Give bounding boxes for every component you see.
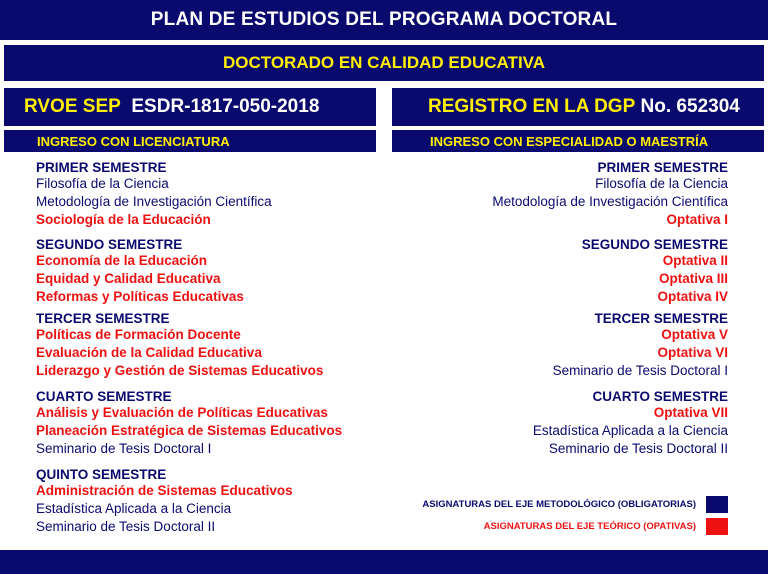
semester-title: PRIMER SEMESTRE bbox=[36, 160, 167, 175]
course-item: Optativa VI bbox=[657, 345, 728, 360]
bottom-bar bbox=[0, 550, 768, 574]
left-semester-block bbox=[36, 311, 323, 380]
course-item: Evaluación de la Calidad Educativa bbox=[36, 345, 262, 360]
course-item: Análisis y Evaluación de Políticas Educativas bbox=[36, 405, 328, 420]
left-semester-block bbox=[36, 160, 272, 229]
right-track-heading bbox=[392, 130, 764, 152]
page-title: PLAN DE ESTUDIOS DEL PROGRAMA DOCTORAL bbox=[150, 9, 618, 30]
semester-title: CUARTO SEMESTRE bbox=[592, 389, 728, 404]
course-item: Políticas de Formación Docente bbox=[36, 327, 241, 342]
course-item: Liderazgo y Gestión de Sistemas Educativos bbox=[36, 363, 324, 378]
rvoe-value: ESDR-1817-050-2018 bbox=[131, 96, 320, 117]
rvoe-banner bbox=[4, 88, 376, 126]
course-item: Optativa IV bbox=[657, 289, 728, 304]
course-item: Optativa II bbox=[662, 253, 728, 268]
course-item: Administración de Sistemas Educativos bbox=[36, 483, 293, 498]
right-semester-block bbox=[582, 237, 728, 306]
course-item: Metodología de Investigación Científica bbox=[492, 194, 728, 209]
semester-title: TERCER SEMESTRE bbox=[594, 311, 728, 326]
semester-title: SEGUNDO SEMESTRE bbox=[36, 237, 183, 252]
course-item: Seminario de Tesis Doctoral I bbox=[36, 441, 212, 456]
semester-title: TERCER SEMESTRE bbox=[36, 311, 170, 326]
course-item: Economía de la Educación bbox=[36, 253, 208, 268]
course-item: Reformas y Políticas Educativas bbox=[36, 289, 244, 304]
course-item: Sociología de la Educación bbox=[36, 212, 211, 227]
semester-title: QUINTO SEMESTRE bbox=[36, 467, 167, 482]
course-item: Metodología de Investigación Científica bbox=[36, 194, 272, 209]
rvoe-label: RVOE SEP bbox=[24, 96, 121, 117]
right-semester-block bbox=[533, 389, 728, 458]
course-item: Optativa I bbox=[666, 212, 728, 227]
course-item: Optativa VII bbox=[653, 405, 728, 420]
course-item: Optativa V bbox=[661, 327, 728, 342]
course-item: Estadística Aplicada a la Ciencia bbox=[36, 501, 232, 516]
course-item: Seminario de Tesis Doctoral I bbox=[552, 363, 728, 378]
legend-label: ASIGNATURAS DEL EJE METODOLÓGICO (OBLIGATORIAS) bbox=[422, 499, 696, 510]
course-item: Equidad y Calidad Educativa bbox=[36, 271, 221, 286]
right-track-label: INGRESO CON ESPECIALIDAD O MAESTRÍA bbox=[430, 133, 709, 149]
semester-title: PRIMER SEMESTRE bbox=[597, 160, 728, 175]
course-item: Filosofía de la Ciencia bbox=[595, 176, 728, 191]
left-semester-block bbox=[36, 467, 293, 536]
legend-row bbox=[484, 518, 728, 535]
right-semester-block bbox=[492, 160, 728, 229]
left-semester-block bbox=[36, 389, 342, 458]
legend-label: ASIGNATURAS DEL EJE TEÓRICO (OPATIVAS) bbox=[483, 521, 696, 532]
program-name: DOCTORADO EN CALIDAD EDUCATIVA bbox=[222, 53, 546, 72]
left-track-label: INGRESO CON LICENCIATURA bbox=[37, 133, 230, 149]
course-item: Estadística Aplicada a la Ciencia bbox=[532, 423, 728, 438]
course-item: Planeación Estratégica de Sistemas Educativos bbox=[36, 423, 343, 438]
dgp-banner bbox=[392, 88, 764, 126]
left-track-heading bbox=[4, 130, 376, 152]
semester-title: SEGUNDO SEMESTRE bbox=[581, 237, 728, 252]
course-item: Seminario de Tesis Doctoral II bbox=[548, 441, 728, 456]
title-bar bbox=[0, 0, 768, 40]
course-item: Filosofía de la Ciencia bbox=[36, 176, 169, 191]
legend-swatch bbox=[706, 518, 728, 535]
course-item: Seminario de Tesis Doctoral II bbox=[36, 519, 216, 534]
left-semester-block bbox=[36, 237, 244, 306]
legend-swatch bbox=[706, 496, 728, 513]
course-item: Optativa III bbox=[658, 271, 728, 286]
dgp-value: No. 652304 bbox=[640, 96, 740, 117]
right-semester-block bbox=[553, 311, 728, 380]
dgp-label: REGISTRO EN LA DGP bbox=[428, 96, 636, 117]
program-banner bbox=[4, 45, 764, 81]
semester-title: CUARTO SEMESTRE bbox=[36, 389, 172, 404]
legend-row bbox=[422, 496, 728, 513]
